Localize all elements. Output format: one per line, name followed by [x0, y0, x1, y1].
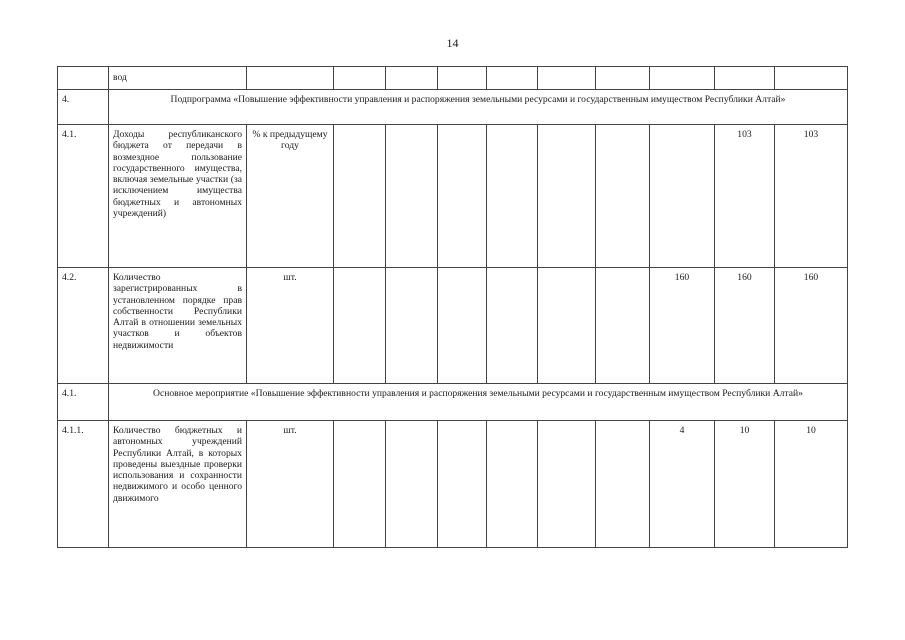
- row-number: [58, 67, 109, 90]
- value-cell: 160: [775, 268, 848, 384]
- table-row: [58, 384, 848, 421]
- value-cell: [438, 67, 487, 90]
- unit-cell: шт.: [247, 421, 334, 548]
- value-cell: 10: [775, 421, 848, 548]
- value-cell: [715, 67, 775, 90]
- main-activity-title: Основное мероприятие «Повышение эффективности управления и распоряжения земельными ресурсами и государственным имуществом Республики Алтай»: [109, 384, 848, 421]
- value-cell: [438, 125, 487, 268]
- value-cell: [386, 268, 438, 384]
- row-number: 4.1.1.: [58, 421, 109, 548]
- value-cell: [538, 268, 596, 384]
- value-cell: [538, 67, 596, 90]
- value-cell: [596, 67, 650, 90]
- value-cell: [438, 421, 487, 548]
- value-cell: [596, 421, 650, 548]
- row-number: 4.1.: [58, 125, 109, 268]
- table-row: [58, 421, 848, 548]
- value-cell: 103: [715, 125, 775, 268]
- value-cell: [538, 125, 596, 268]
- unit-cell: шт.: [247, 268, 334, 384]
- row-number: 4.2.: [58, 268, 109, 384]
- subprogram-title: Подпрограмма «Повышение эффективности управления и распоряжения земельными ресурсами и государственным имуществом Республики Алтай»: [109, 90, 848, 125]
- value-cell: 160: [715, 268, 775, 384]
- indicators-table: [57, 66, 848, 548]
- table-row: [58, 67, 848, 90]
- value-cell: [487, 125, 538, 268]
- page-number: 14: [446, 36, 459, 50]
- table-row: [58, 90, 848, 125]
- value-cell: [438, 268, 487, 384]
- value-cell: 103: [775, 125, 848, 268]
- value-cell: [334, 421, 386, 548]
- indicator-name: Доходы республиканского бюджета от передачи в возмездное пользование государственного имущества, включая земельные участки (за исключением имущества бюджетных и автономных учреждений): [109, 125, 247, 268]
- value-cell: [487, 67, 538, 90]
- unit-cell: % к предыдущему году: [247, 125, 334, 268]
- row-number: 4.: [58, 90, 109, 125]
- value-cell: [650, 67, 715, 90]
- table-row: [58, 268, 848, 384]
- unit-cell: [247, 67, 334, 90]
- value-cell: [487, 268, 538, 384]
- value-cell: [596, 125, 650, 268]
- value-cell: [775, 67, 848, 90]
- value-cell: 4: [650, 421, 715, 548]
- indicator-name: Количество бюджетных и автономных учреждений Республики Алтай, в которых проведены выездные проверки использования и сохранности недвижимого и особо ценного движимого: [109, 421, 247, 548]
- value-cell: [386, 421, 438, 548]
- value-cell: [487, 421, 538, 548]
- value-cell: [650, 125, 715, 268]
- value-cell: 160: [650, 268, 715, 384]
- value-cell: [334, 125, 386, 268]
- row-number: 4.1.: [58, 384, 109, 421]
- value-cell: [334, 268, 386, 384]
- value-cell: 10: [715, 421, 775, 548]
- indicator-name: вод: [109, 67, 247, 90]
- value-cell: [334, 67, 386, 90]
- value-cell: [386, 67, 438, 90]
- value-cell: [596, 268, 650, 384]
- table-row: [58, 125, 848, 268]
- indicator-name: Количество зарегистрированных в установленном порядке прав собственности Республики Алтай в отношении земельных участков и объектов недвижимости: [109, 268, 247, 384]
- value-cell: [386, 125, 438, 268]
- value-cell: [538, 421, 596, 548]
